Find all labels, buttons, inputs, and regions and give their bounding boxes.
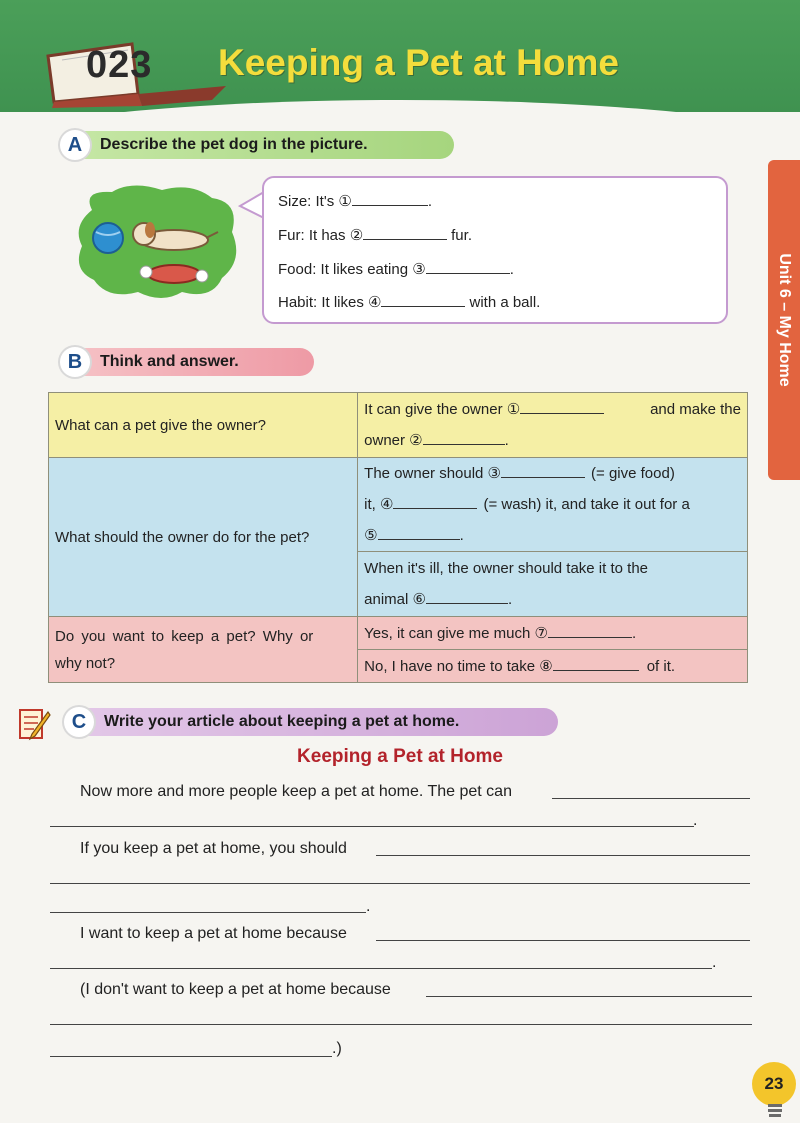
a5-prefix: No, I have no time to take ⑧ <box>364 657 553 675</box>
question-cell <box>49 393 358 458</box>
section-c-instruction: Write your article about keeping a pet at home. <box>104 713 460 730</box>
description-box <box>262 176 728 324</box>
answer-cell <box>358 393 748 458</box>
answer-cell <box>358 650 748 683</box>
a4-suffix: . <box>631 624 637 642</box>
blank-b6[interactable] <box>426 589 508 604</box>
blank-b4[interactable] <box>393 494 477 509</box>
writing-prompt-2: If you keep a pet at home, you should <box>80 840 347 857</box>
a3-line2-suffix: . <box>507 591 513 608</box>
section-a-banner <box>62 131 454 159</box>
section-b-banner <box>62 348 314 376</box>
habit-suffix: with a ball. <box>469 294 541 311</box>
habit-prefix: Habit: It likes ④ <box>278 294 382 311</box>
food-suffix: . <box>509 261 514 278</box>
answer-5 <box>364 651 741 682</box>
writing-prompt-1: Now more and more people keep a pet at home. The pet can <box>80 783 512 800</box>
blank-3[interactable] <box>426 259 510 274</box>
blank-b5[interactable] <box>378 525 460 540</box>
writing-line[interactable] <box>50 912 366 913</box>
a4-prefix: Yes, it can give me much ⑦ <box>364 624 548 642</box>
blank-2[interactable] <box>363 225 447 240</box>
blank-4[interactable] <box>381 292 465 307</box>
blank-b7[interactable] <box>548 623 632 638</box>
question-cell <box>49 458 358 617</box>
answer-1-line-1 <box>364 394 741 425</box>
article-title: Keeping a Pet at Home <box>297 746 503 767</box>
food-line <box>278 259 514 278</box>
answer-cell <box>358 458 748 552</box>
sausage-icon <box>148 265 200 283</box>
question-3-line-1: Do you want to keep a pet? Why or <box>55 627 314 645</box>
habit-line <box>278 292 540 311</box>
writing-line[interactable] <box>552 798 750 799</box>
page-number: 23 <box>764 1074 784 1093</box>
table-row <box>49 393 748 458</box>
page-title: Keeping a Pet at Home <box>218 42 619 83</box>
a1-prefix: It can give the owner ① <box>364 401 521 418</box>
section-c-letter: C <box>62 705 96 739</box>
a3-line2-prefix: animal ⑥ <box>364 591 426 608</box>
line-end-paren: .) <box>332 1040 342 1057</box>
question-2: What should the owner do for the pet? <box>55 528 310 546</box>
a1-line2-suffix: . <box>504 432 509 449</box>
answer-2-line-2 <box>364 489 741 520</box>
answer-cell <box>358 552 748 617</box>
line-end-period: . <box>712 954 717 971</box>
section-a-letter: A <box>58 128 92 162</box>
writing-line[interactable] <box>50 826 694 827</box>
writing-line[interactable] <box>50 1024 752 1025</box>
blank-1[interactable] <box>352 191 428 206</box>
a2-prefix: The owner should ③ <box>364 465 502 482</box>
lesson-number: 023 <box>86 44 153 86</box>
table-row <box>49 458 748 552</box>
answer-3-line-2 <box>364 584 741 615</box>
answer-2-line-1 <box>364 458 741 489</box>
writing-prompt-3: I want to keep a pet at home because <box>80 925 347 942</box>
size-prefix: Size: It's ① <box>278 193 352 210</box>
blank-b2[interactable] <box>423 430 505 445</box>
page-number-badge <box>752 1062 796 1106</box>
writing-line[interactable] <box>50 1056 332 1057</box>
a1-line2-prefix: owner ② <box>364 432 423 449</box>
table-row <box>49 617 748 650</box>
fur-prefix: Fur: It has ② <box>278 227 364 244</box>
a2-line2-prefix: it, ④ <box>364 496 394 513</box>
blank-b1[interactable] <box>520 399 604 414</box>
writing-line[interactable] <box>426 996 752 997</box>
blank-b3[interactable] <box>501 463 585 478</box>
answer-1-line-2 <box>364 425 741 456</box>
answer-3-line-1: When it's ill, the owner should take it to the <box>364 560 648 577</box>
writing-line[interactable] <box>50 968 712 969</box>
answer-cell <box>358 617 748 650</box>
dog-picture <box>72 180 244 302</box>
fur-suffix: fur. <box>451 227 472 244</box>
a2-line3-suffix: . <box>459 527 464 544</box>
size-line <box>278 191 432 210</box>
question-3-line-2: why not? <box>55 654 116 672</box>
writing-line[interactable] <box>376 940 750 941</box>
a2-suffix: (= give food) <box>591 465 675 482</box>
writing-pencil-icon <box>18 706 52 742</box>
writing-prompt-4: (I don't want to keep a pet at home because <box>80 981 391 998</box>
a5-suffix: of it. <box>646 657 676 675</box>
writing-line[interactable] <box>50 883 750 884</box>
blank-b8[interactable] <box>553 656 639 671</box>
section-b-instruction: Think and answer. <box>100 353 239 370</box>
lightbulb-base-icon <box>766 1102 784 1120</box>
unit-side-tab <box>768 160 800 480</box>
size-suffix: . <box>427 193 432 210</box>
line-end-period: . <box>366 898 371 915</box>
question-cell <box>49 617 358 683</box>
think-answer-table <box>48 392 748 683</box>
a1-suffix: and make the <box>650 401 741 418</box>
a2-line2-suffix: (= wash) it, and take it out for a <box>483 496 690 513</box>
section-c-banner <box>66 708 558 736</box>
answer-2-line-3 <box>364 520 741 551</box>
section-b-letter: B <box>58 345 92 379</box>
fur-line <box>278 225 472 244</box>
a2-line3-prefix: ⑤ <box>364 527 378 544</box>
food-prefix: Food: It likes eating ③ <box>278 261 426 278</box>
ball-icon <box>93 223 123 253</box>
section-a-instruction: Describe the pet dog in the picture. <box>100 136 368 153</box>
line-end-period: . <box>693 812 698 829</box>
answer-4 <box>364 618 741 649</box>
unit-side-tab-label: Unit 6 – My Home <box>776 253 793 387</box>
writing-line[interactable] <box>376 855 750 856</box>
question-1: What can a pet give the owner? <box>55 416 266 434</box>
